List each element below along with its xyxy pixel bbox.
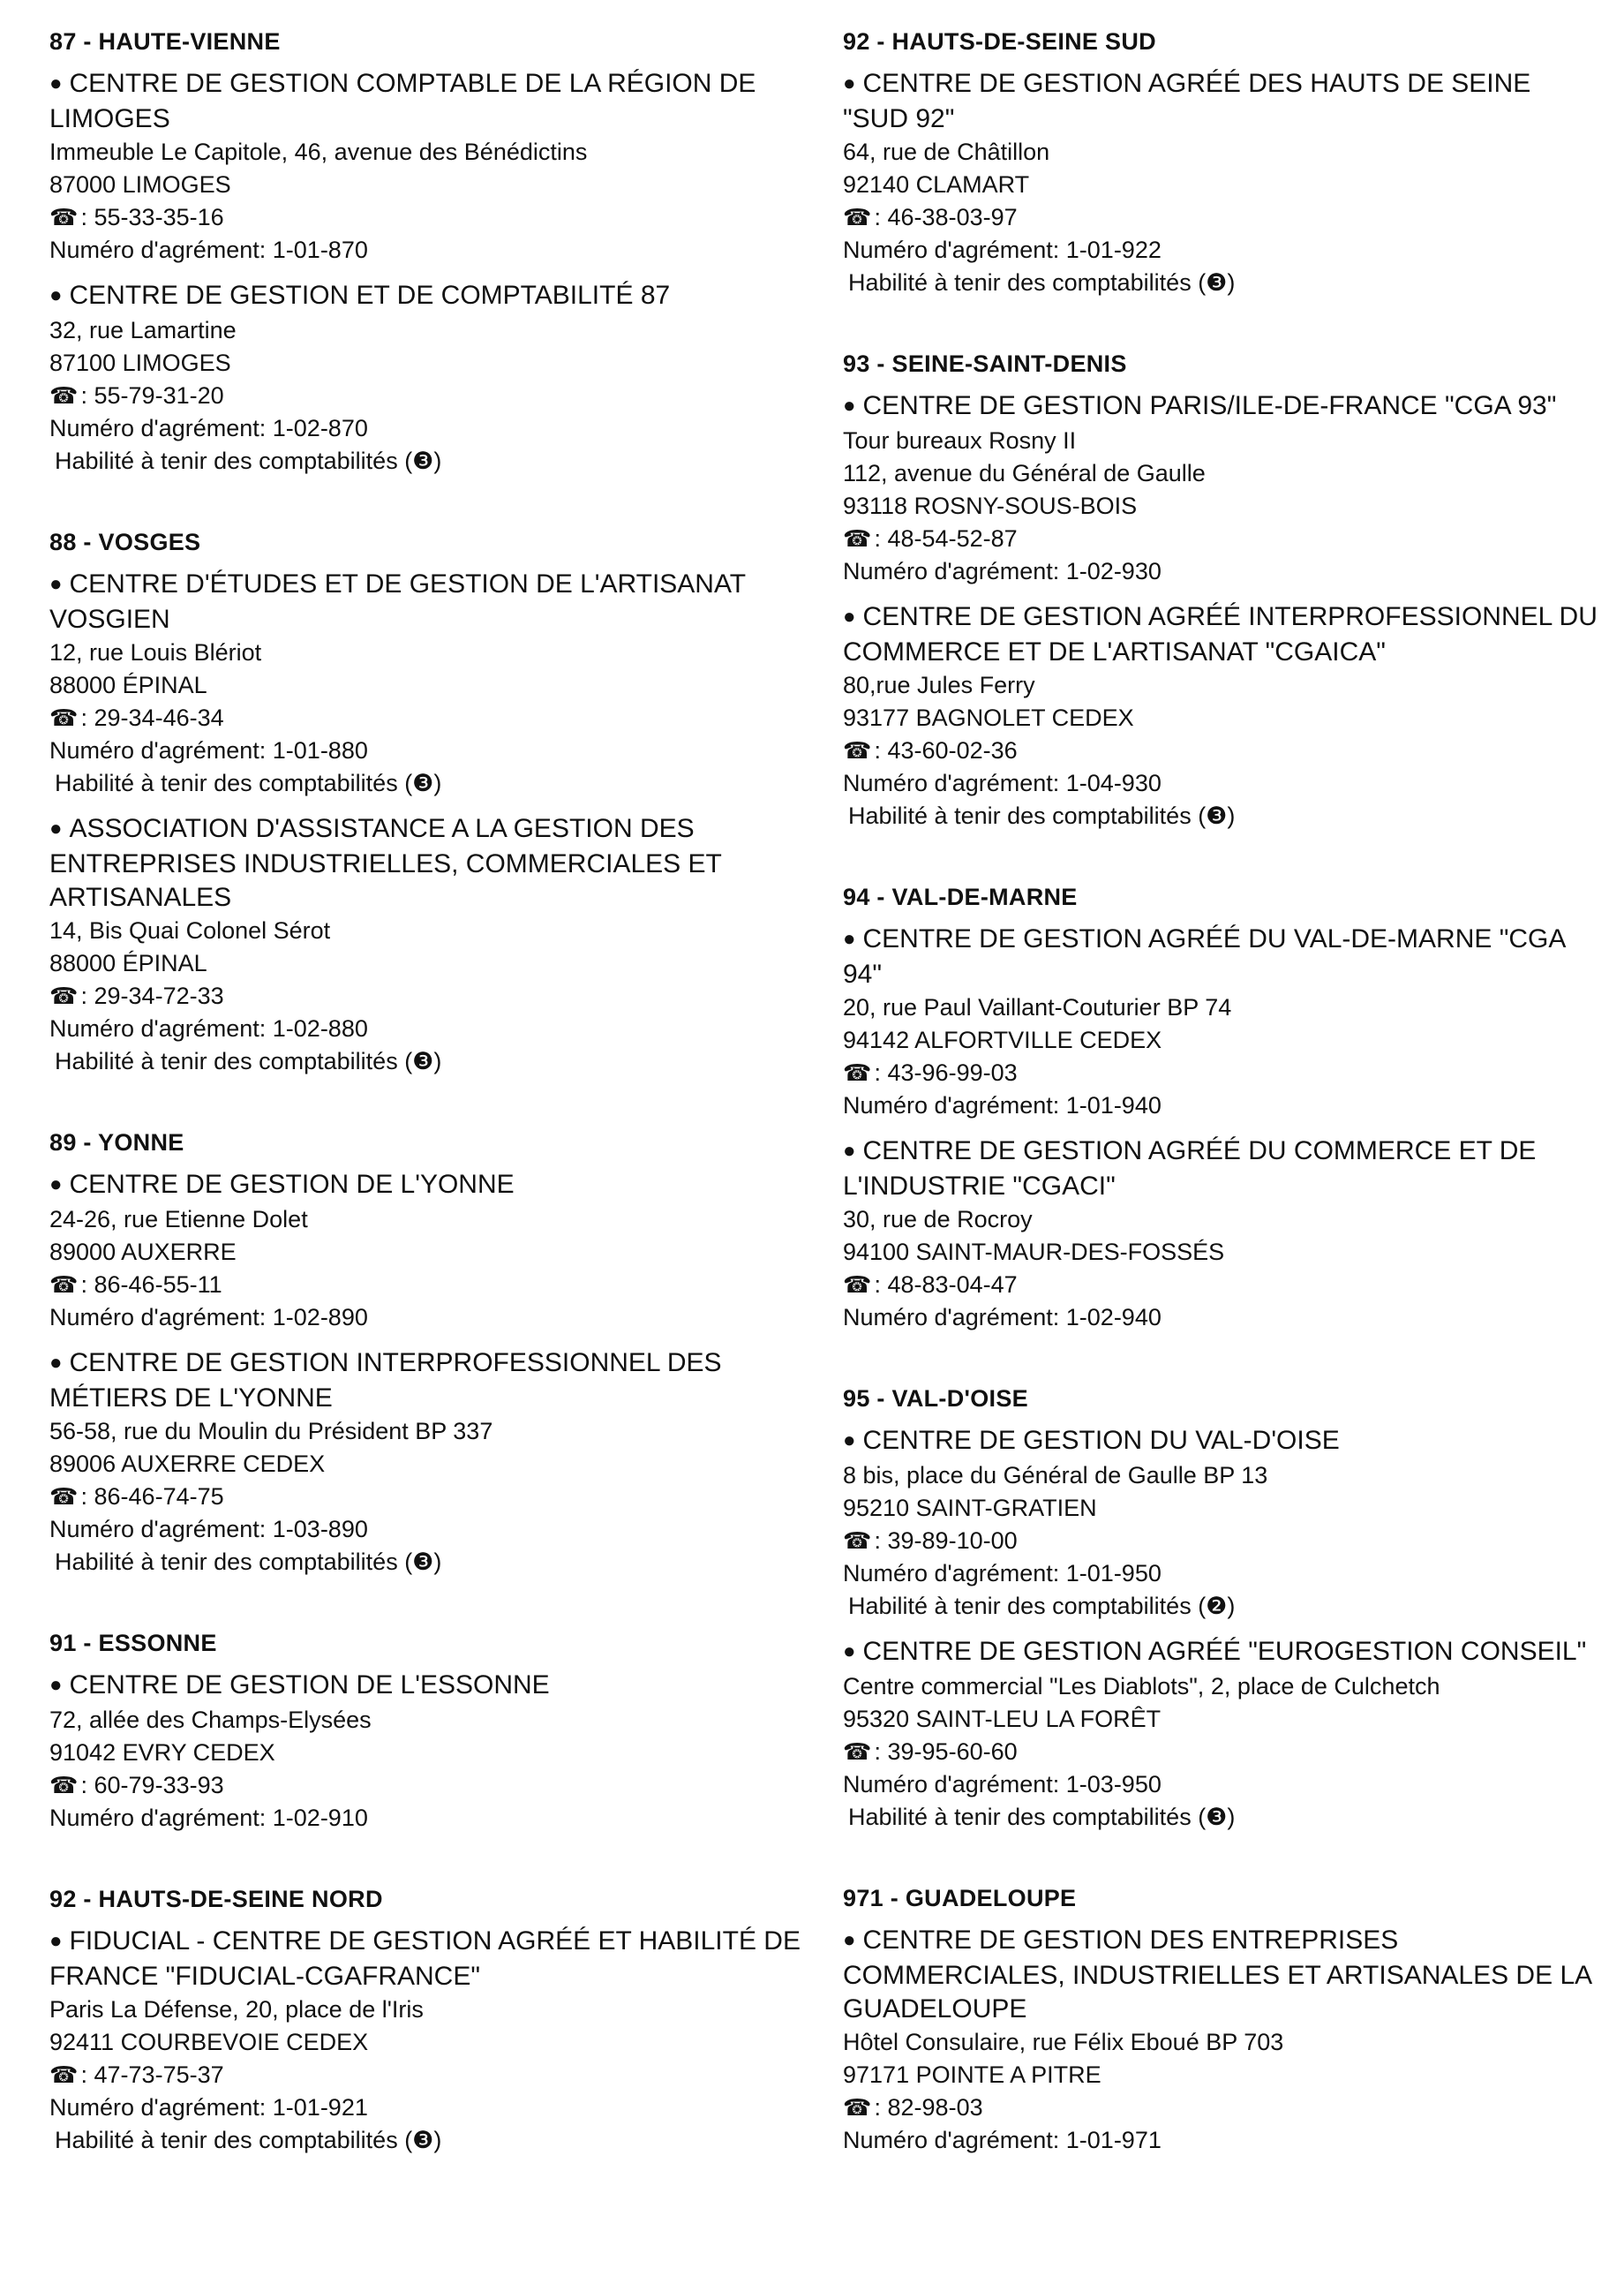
center-name	[843, 67, 1602, 136]
left-column	[49, 26, 817, 2157]
phone-icon: ☎	[843, 525, 872, 552]
approval-number	[843, 1301, 1602, 1334]
center-entry	[843, 1424, 1602, 1623]
center-entry	[843, 600, 1602, 833]
bullet-icon: ●	[49, 1673, 63, 1697]
accounting-authorization-note: Habilité à tenir des comptabilités (❸)	[55, 1048, 442, 1074]
phone-icon: ☎	[843, 1059, 872, 1086]
center-entry	[843, 1635, 1602, 1834]
department-heading: 93 - SEINE-SAINT-DENIS	[843, 350, 1127, 377]
address-line: 94142 ALFORTVILLE CEDEX	[843, 1027, 1162, 1053]
center-name-text: CENTRE DE GESTION DE L'ESSONNE	[69, 1670, 550, 1699]
center-name-text: CENTRE DE GESTION ET DE COMPTABILITÉ 87	[69, 281, 671, 310]
phone-number: 46-38-03-97	[887, 204, 1018, 230]
bullet-icon: ●	[49, 817, 63, 840]
accounting-authorization-note: Habilité à tenir des comptabilités (❸)	[848, 803, 1236, 829]
address-line: 88000 ÉPINAL	[49, 950, 207, 976]
phone-number: 60-79-33-93	[94, 1772, 224, 1798]
approval-number	[49, 1301, 817, 1334]
bullet-icon: ●	[843, 605, 856, 629]
phone-number: 86-46-74-75	[94, 1483, 224, 1510]
department-heading: 92 - HAUTS-DE-SEINE NORD	[49, 1886, 383, 1912]
phone-number: 29-34-46-34	[94, 705, 224, 731]
phone-icon: ☎	[49, 705, 79, 731]
approval-number	[843, 555, 1602, 588]
phone-separator: :	[74, 1483, 94, 1510]
phone-separator: :	[868, 1271, 888, 1298]
address-line: 97171 POINTE A PITRE	[843, 2061, 1101, 2088]
phone-line	[49, 1769, 817, 1802]
phone-separator: :	[868, 737, 888, 764]
bullet-icon: ●	[843, 1139, 856, 1163]
phone-separator: :	[868, 1527, 888, 1554]
address-line: 24-26, rue Etienne Dolet	[49, 1206, 308, 1232]
bullet-icon: ●	[49, 1929, 63, 1953]
center-name	[49, 1925, 817, 1993]
phone-separator: :	[868, 1059, 888, 1086]
phone-icon: ☎	[49, 2061, 79, 2088]
bullet-icon: ●	[843, 1639, 856, 1663]
approval-label: Numéro d'agrément:	[49, 415, 273, 441]
address-line: Paris La Défense, 20, place de l'Iris	[49, 1996, 424, 2023]
address-line: 93118 ROSNY-SOUS-BOIS	[843, 493, 1138, 519]
approval-value: 1-02-910	[272, 1805, 368, 1831]
approval-label: Numéro d'agrément:	[49, 1805, 273, 1831]
phone-number: 82-98-03	[887, 2094, 983, 2121]
center-name-text: CENTRE DE GESTION AGRÉÉ DES HAUTS DE SEINE "SUD 92"	[843, 69, 1531, 133]
approval-number	[49, 234, 817, 267]
address-line: 89000 AUXERRE	[49, 1239, 237, 1265]
address-line: 88000 ÉPINAL	[49, 672, 207, 698]
department-section	[843, 26, 1602, 299]
approval-number	[843, 1089, 1602, 1122]
bullet-icon: ●	[843, 1928, 856, 1952]
approval-number	[49, 412, 817, 445]
address-line: 95210 SAINT-GRATIEN	[843, 1495, 1097, 1521]
address-line: 87000 LIMOGES	[49, 171, 231, 198]
address-line: 92411 COURBEVOIE CEDEX	[49, 2029, 369, 2055]
phone-icon: ☎	[843, 737, 872, 764]
phone-icon: ☎	[843, 204, 872, 230]
address-line: 32, rue Lamartine	[49, 317, 237, 343]
accounting-authorization-note: Habilité à tenir des comptabilités (❸)	[848, 1804, 1236, 1830]
phone-number: 55-33-35-16	[94, 204, 224, 230]
center-name-text: CENTRE D'ÉTUDES ET DE GESTION DE L'ARTISANAT VOSGIEN	[49, 569, 746, 634]
center-entry	[49, 1168, 817, 1334]
phone-number: 48-83-04-47	[887, 1271, 1018, 1298]
center-entry	[843, 923, 1602, 1122]
address-line: Hôtel Consulaire, rue Félix Eboué BP 703	[843, 2029, 1284, 2055]
department-heading: 89 - YONNE	[49, 1129, 184, 1156]
approval-number	[843, 767, 1602, 800]
center-entry	[49, 1925, 817, 2157]
phone-icon: ☎	[843, 2094, 872, 2121]
phone-separator: :	[74, 204, 94, 230]
address-line: 87100 LIMOGES	[49, 350, 231, 376]
accounting-authorization-note: Habilité à tenir des comptabilités (❷)	[848, 1593, 1236, 1619]
approval-value: 1-01-921	[272, 2094, 368, 2121]
center-entry	[49, 1669, 817, 1835]
phone-number: 39-89-10-00	[887, 1527, 1018, 1554]
phone-line	[49, 201, 817, 234]
phone-separator: :	[74, 1271, 94, 1298]
phone-icon: ☎	[49, 382, 79, 409]
phone-icon: ☎	[843, 1527, 872, 1554]
approval-value: 1-02-870	[272, 415, 368, 441]
phone-icon: ☎	[843, 1738, 872, 1765]
center-name	[843, 1924, 1602, 2026]
address-line: 72, allée des Champs-Elysées	[49, 1707, 372, 1733]
right-column	[843, 26, 1602, 2157]
center-name	[843, 389, 1602, 425]
bullet-icon: ●	[843, 394, 856, 418]
accounting-authorization-note: Habilité à tenir des comptabilités (❸)	[55, 770, 442, 796]
center-entry	[843, 1134, 1602, 1334]
approval-label: Numéro d'agrément:	[49, 1015, 273, 1042]
phone-number: 29-34-72-33	[94, 983, 224, 1009]
phone-icon: ☎	[843, 1271, 872, 1298]
department-heading: 91 - ESSONNE	[49, 1630, 217, 1656]
phone-line	[843, 1269, 1602, 1301]
approval-number	[843, 234, 1602, 267]
center-name	[49, 568, 817, 637]
address-line: 14, Bis Quai Colonel Sérot	[49, 917, 331, 944]
department-section	[843, 349, 1602, 833]
center-name	[843, 1134, 1602, 1203]
approval-value: 1-01-950	[1065, 1560, 1162, 1586]
center-name-text: CENTRE DE GESTION PARIS/ILE-DE-FRANCE "CGA 93"	[862, 391, 1557, 420]
center-name	[49, 1168, 817, 1203]
phone-line	[843, 1736, 1602, 1768]
department-section	[843, 1883, 1602, 2157]
approval-label: Numéro d'agrément:	[843, 1304, 1066, 1330]
center-entry	[49, 67, 817, 267]
bullet-icon: ●	[49, 283, 63, 307]
approval-label: Numéro d'agrément:	[843, 558, 1066, 584]
bullet-icon: ●	[49, 572, 63, 596]
approval-number	[49, 1513, 817, 1546]
center-name	[843, 1424, 1602, 1459]
center-name-text: CENTRE DE GESTION DES ENTREPRISES COMMERCIALES, INDUSTRIELLES ET ARTISANALES DE LA GUADELOUPE	[843, 1926, 1591, 2024]
approval-label: Numéro d'agrément:	[843, 2127, 1066, 2153]
approval-value: 1-02-890	[272, 1304, 368, 1330]
phone-separator: :	[74, 1772, 94, 1798]
department-heading: 92 - HAUTS-DE-SEINE SUD	[843, 28, 1156, 55]
department-heading: 88 - VOSGES	[49, 529, 201, 555]
address-line: 94100 SAINT-MAUR-DES-FOSSÉS	[843, 1239, 1225, 1265]
center-name-text: CENTRE DE GESTION AGRÉÉ "EUROGESTION CONSEIL"	[862, 1637, 1587, 1666]
bullet-icon: ●	[49, 1351, 63, 1375]
approval-number	[49, 2091, 817, 2124]
address-line: 89006 AUXERRE CEDEX	[49, 1451, 326, 1477]
phone-line	[49, 1269, 817, 1301]
address-line: 112, avenue du Général de Gaulle	[843, 460, 1206, 486]
phone-line	[49, 2059, 817, 2091]
department-section	[49, 1628, 817, 1835]
phone-number: 48-54-52-87	[887, 525, 1018, 552]
center-name	[843, 923, 1602, 991]
phone-line	[843, 735, 1602, 767]
phone-icon: ☎	[49, 1483, 79, 1510]
approval-number	[843, 2124, 1602, 2157]
approval-value: 1-03-890	[272, 1516, 368, 1542]
phone-separator: :	[74, 983, 94, 1009]
phone-line	[49, 380, 817, 412]
department-heading: 971 - GUADELOUPE	[843, 1885, 1077, 1911]
bullet-icon: ●	[843, 927, 856, 951]
center-entry	[49, 1346, 817, 1579]
phone-line	[843, 2091, 1602, 2124]
center-name	[843, 1635, 1602, 1670]
phone-line	[843, 201, 1602, 234]
center-name-text: CENTRE DE GESTION COMPTABLE DE LA RÉGION DE LIMOGES	[49, 69, 756, 133]
phone-separator: :	[868, 2094, 888, 2121]
center-name	[49, 1346, 817, 1415]
phone-number: 43-60-02-36	[887, 737, 1018, 764]
address-line: 64, rue de Châtillon	[843, 139, 1050, 165]
bullet-icon: ●	[843, 72, 856, 95]
department-section	[843, 882, 1602, 1334]
phone-line	[49, 702, 817, 735]
center-entry	[49, 812, 817, 1078]
address-line: 8 bis, place du Général de Gaulle BP 13	[843, 1462, 1268, 1488]
address-line: 20, rue Paul Vaillant-Couturier BP 74	[843, 994, 1232, 1021]
phone-separator: :	[74, 382, 94, 409]
address-line: 91042 EVRY CEDEX	[49, 1739, 275, 1766]
phone-number: 43-96-99-03	[887, 1059, 1018, 1086]
address-line: 30, rue de Rocroy	[843, 1206, 1033, 1232]
bullet-icon: ●	[843, 1428, 856, 1452]
address-line: 80,rue Jules Ferry	[843, 672, 1035, 698]
approval-label: Numéro d'agrément:	[843, 1092, 1066, 1119]
department-heading: 95 - VAL-D'OISE	[843, 1385, 1028, 1412]
accounting-authorization-note: Habilité à tenir des comptabilités (❸)	[55, 448, 442, 474]
department-section	[49, 1884, 817, 2157]
approval-label: Numéro d'agrément:	[49, 1516, 273, 1542]
phone-number: 39-95-60-60	[887, 1738, 1018, 1765]
department-heading: 87 - HAUTE-VIENNE	[49, 28, 281, 55]
center-name	[49, 1669, 817, 1704]
approval-number	[49, 735, 817, 767]
center-name	[49, 812, 817, 915]
center-entry	[49, 568, 817, 800]
phone-separator: :	[868, 204, 888, 230]
approval-value: 1-04-930	[1065, 770, 1162, 796]
phone-icon: ☎	[49, 204, 79, 230]
center-name	[49, 67, 817, 136]
department-section	[843, 1383, 1602, 1834]
phone-number: 47-73-75-37	[94, 2061, 224, 2088]
phone-line	[49, 1481, 817, 1513]
accounting-authorization-note: Habilité à tenir des comptabilités (❸)	[848, 269, 1236, 296]
phone-separator: :	[74, 705, 94, 731]
department-section	[49, 527, 817, 1078]
phone-line	[843, 1057, 1602, 1089]
center-name-text: CENTRE DE GESTION AGRÉÉ INTERPROFESSIONNEL DU COMMERCE ET DE L'ARTISANAT "CGAICA"	[843, 602, 1598, 667]
phone-number: 86-46-55-11	[94, 1271, 222, 1298]
phone-number: 55-79-31-20	[94, 382, 224, 409]
approval-label: Numéro d'agrément:	[49, 237, 273, 263]
approval-value: 1-01-922	[1065, 237, 1162, 263]
approval-label: Numéro d'agrément:	[843, 237, 1066, 263]
approval-number	[843, 1557, 1602, 1590]
address-line: 12, rue Louis Blériot	[49, 639, 262, 666]
address-line: Immeuble Le Capitole, 46, avenue des Bénédictins	[49, 139, 588, 165]
phone-separator: :	[868, 1738, 888, 1765]
phone-icon: ☎	[49, 1772, 79, 1798]
phone-line	[843, 523, 1602, 555]
bullet-icon: ●	[49, 72, 63, 95]
approval-value: 1-01-940	[1065, 1092, 1162, 1119]
address-line: Centre commercial "Les Diablots", 2, place de Culchetch	[843, 1673, 1440, 1699]
center-entry	[843, 1924, 1602, 2157]
approval-number	[843, 1768, 1602, 1801]
approval-label: Numéro d'agrément:	[49, 1304, 273, 1330]
department-heading: 94 - VAL-DE-MARNE	[843, 884, 1078, 910]
address-line: 93177 BAGNOLET CEDEX	[843, 705, 1134, 731]
approval-value: 1-01-971	[1065, 2127, 1162, 2153]
approval-value: 1-02-880	[272, 1015, 368, 1042]
phone-icon: ☎	[49, 983, 79, 1009]
center-name	[843, 600, 1602, 669]
accounting-authorization-note: Habilité à tenir des comptabilités (❸)	[55, 1549, 442, 1575]
center-name-text: CENTRE DE GESTION DE L'YONNE	[69, 1170, 515, 1199]
approval-label: Numéro d'agrément:	[843, 1560, 1066, 1586]
center-name-text: CENTRE DE GESTION DU VAL-D'OISE	[862, 1426, 1340, 1455]
department-section	[49, 26, 817, 478]
address-line: Tour bureaux Rosny II	[843, 427, 1077, 454]
center-entry	[843, 67, 1602, 299]
phone-separator: :	[74, 2061, 94, 2088]
center-entry	[49, 279, 817, 478]
center-name-text: FIDUCIAL - CENTRE DE GESTION AGRÉÉ ET HABILITÉ DE FRANCE "FIDUCIAL-CGAFRANCE"	[49, 1926, 801, 1991]
phone-icon: ☎	[49, 1271, 79, 1298]
approval-label: Numéro d'agrément:	[49, 737, 273, 764]
address-line: 92140 CLAMART	[843, 171, 1030, 198]
department-section	[49, 1127, 817, 1579]
center-entry	[843, 389, 1602, 588]
center-name-text: CENTRE DE GESTION INTERPROFESSIONNEL DES MÉTIERS DE L'YONNE	[49, 1348, 722, 1413]
address-line: 95320 SAINT-LEU LA FORÊT	[843, 1706, 1162, 1732]
center-name-text: CENTRE DE GESTION AGRÉÉ DU VAL-DE-MARNE "CGA 94"	[843, 924, 1565, 989]
approval-label: Numéro d'agrément:	[49, 2094, 273, 2121]
approval-label: Numéro d'agrément:	[843, 770, 1066, 796]
approval-value: 1-03-950	[1065, 1771, 1162, 1797]
center-name	[49, 279, 817, 314]
approval-number	[49, 1013, 817, 1045]
phone-separator: :	[868, 525, 888, 552]
approval-number	[49, 1802, 817, 1835]
phone-line	[843, 1525, 1602, 1557]
accounting-authorization-note: Habilité à tenir des comptabilités (❸)	[55, 2127, 442, 2153]
center-name-text: CENTRE DE GESTION AGRÉÉ DU COMMERCE ET DE L'INDUSTRIE "CGACI"	[843, 1136, 1537, 1201]
center-name-text: ASSOCIATION D'ASSISTANCE A LA GESTION DES ENTREPRISES INDUSTRIELLES, COMMERCIALES ET ARTISANALES	[49, 814, 722, 912]
approval-label: Numéro d'agrément:	[843, 1771, 1066, 1797]
address-line: 56-58, rue du Moulin du Président BP 337	[49, 1418, 493, 1444]
approval-value: 1-02-940	[1065, 1304, 1162, 1330]
approval-value: 1-02-930	[1065, 558, 1162, 584]
phone-line	[49, 980, 817, 1013]
approval-value: 1-01-870	[272, 237, 368, 263]
approval-value: 1-01-880	[272, 737, 368, 764]
bullet-icon: ●	[49, 1172, 63, 1196]
